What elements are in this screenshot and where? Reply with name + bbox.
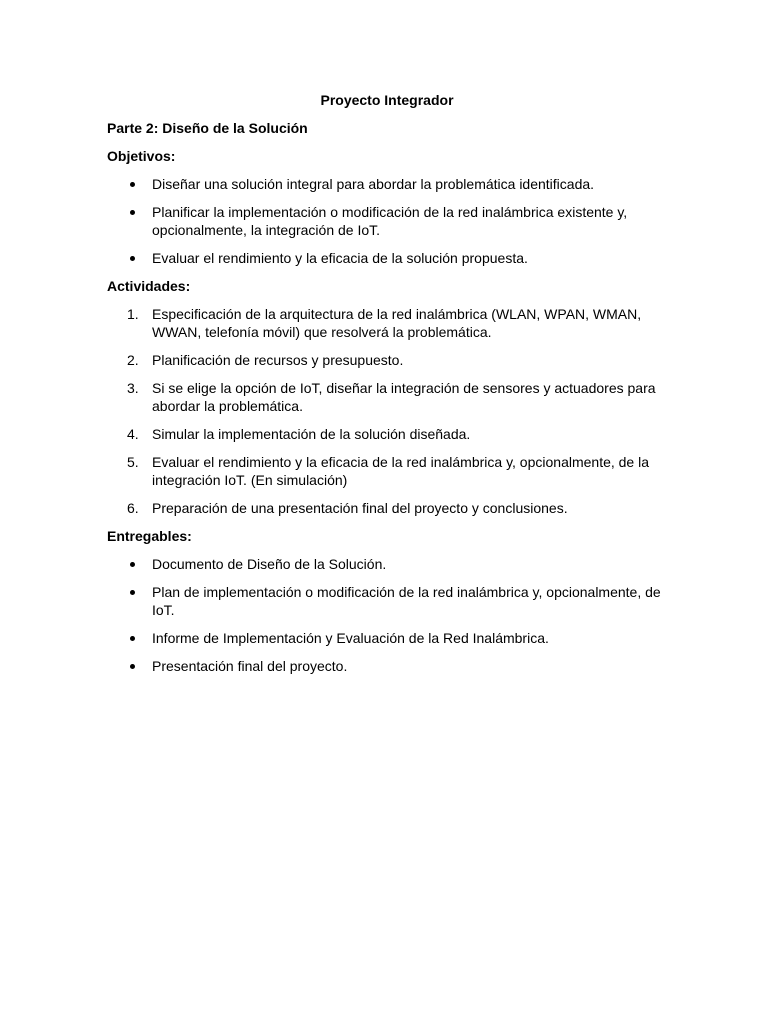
list-item <box>107 657 667 675</box>
document-title: Proyecto Integrador <box>320 92 454 108</box>
list-item-text: Plan de implementación o modificación de la red inalámbrica y, opcionalmente, de IoT. <box>152 584 661 618</box>
list-item <box>107 351 667 369</box>
objetivos-heading: Objetivos: <box>107 148 176 164</box>
actividades-heading: Actividades: <box>107 278 191 294</box>
list-item <box>107 499 667 517</box>
entregables-list <box>107 555 667 675</box>
list-number: 4. <box>127 426 139 442</box>
list-item <box>107 453 667 489</box>
list-item-text: Diseñar una solución integral para abordar la problemática identificada. <box>152 176 595 192</box>
objetivos-list <box>107 175 667 267</box>
actividades-list <box>107 305 667 517</box>
list-item <box>107 555 667 573</box>
list-item-text: Evaluar el rendimiento y la eficacia de la solución propuesta. <box>152 250 528 266</box>
list-number: 1. <box>127 306 139 322</box>
list-item-text: Especificación de la arquitectura de la red inalámbrica (WLAN, WPAN, WMAN, WWAN, telefonía móvil) que resolverá la problemática. <box>152 306 642 340</box>
list-item-text: Planificación de recursos y presupuesto. <box>152 352 404 368</box>
list-item <box>107 425 667 443</box>
list-item <box>107 629 667 647</box>
list-item-text: Informe de Implementación y Evaluación de la Red Inalámbrica. <box>152 630 549 646</box>
list-number: 3. <box>127 380 139 396</box>
list-number: 5. <box>127 454 139 470</box>
list-item <box>107 379 667 415</box>
list-item-text: Preparación de una presentación final del proyecto y conclusiones. <box>152 500 568 516</box>
entregables-heading: Entregables: <box>107 528 192 544</box>
list-number: 2. <box>127 352 139 368</box>
list-item-text: Documento de Diseño de la Solución. <box>152 556 387 572</box>
list-item <box>107 175 667 193</box>
list-item-text: Presentación final del proyecto. <box>152 658 348 674</box>
list-item <box>107 583 667 619</box>
list-item-text: Simular la implementación de la solución diseñada. <box>152 426 471 442</box>
list-item-text: Si se elige la opción de IoT, diseñar la integración de sensores y actuadores para abordar la problemática. <box>152 380 656 414</box>
part-heading: Parte 2: Diseño de la Solución <box>107 120 308 136</box>
list-number: 6. <box>127 500 139 516</box>
list-item <box>107 305 667 341</box>
list-item <box>107 249 667 267</box>
document-page <box>107 91 667 685</box>
list-item-text: Evaluar el rendimiento y la eficacia de la red inalámbrica y, opcionalmente, de la integración IoT. (En simulación) <box>152 454 650 488</box>
list-item-text: Planificar la implementación o modificación de la red inalámbrica existente y, opcionalmente, la integración de IoT. <box>152 204 628 238</box>
list-item <box>107 203 667 239</box>
